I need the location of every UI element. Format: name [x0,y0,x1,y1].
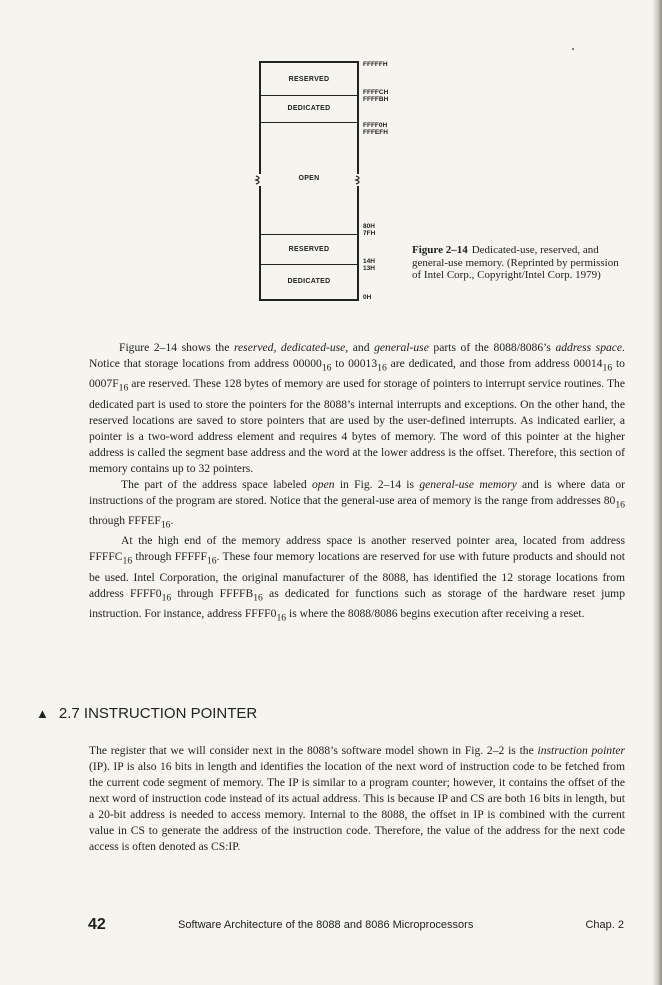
section-title: INSTRUCTION POINTER [83,705,258,722]
chapter-label: Chap. 2 [585,919,624,931]
figure-caption [412,244,622,282]
segment-reserved-low: RESERVED [261,234,357,265]
address-label: FFFFCH [363,89,389,96]
address-label: FFFF0H [363,122,388,129]
segment-dedicated-high: DEDICATED [261,95,357,123]
triangle-bullet-icon: ▲ [36,706,49,721]
address-label: FFFFBH [363,96,389,103]
break-mark-left [253,174,265,186]
address-label: 7FH [363,230,376,237]
running-title: Software Architecture of the 8088 and 8086 Microprocessors [178,919,474,931]
paragraph: At the high end of the memory address space is another reserved pointer area, located from address $FFFFC_{16}$ through $FFFFF_{16}$. These four memory locations are reserved for use with future products and should not be used. Intel Corporation, the original manufacturer of the 8088, has identified the 12 storage locations from address $FFFF0_{16}$ through $FFFFB_{16}$ as dedicated for functions such as storage of the hardware reset jump instruction. For instance, address $FFFF0_{16}$ is where the 8088/8086 begins execution after receiving a reset. [89,534,625,624]
segment-open: OPEN [298,174,320,182]
segment-dedicated-low: DEDICATED [287,277,331,285]
figure-caption-text: Dedicated-use, reserved, and general-use memory. (Reprinted by permission of Intel Corp., Copyright/Intel Corp. 1979) [412,244,619,281]
figure-number: Figure 2–14 [412,244,468,256]
body-text-upper [89,340,625,626]
memory-map [259,61,359,301]
paragraph: Figure 2–14 shows the reserved, dedicated-use, and general-use parts of the 8088/8086’s address space. Notice that storage locations from address $00000_{16}$ to $00013_{16}$ are dedicated, and those from address $00014_{16}$ to $0007F_{16}$ are reserved. These 128 bytes of memory are used for storage of pointers to interrupt service routines. The dedicated part is used to store the pointers for the 8088’s internal interrupts and exceptions. On the other hand, the reserved locations are saved to store pointers that are used by the user-defined interrupts. As indicated earlier, a pointer is a two-word address element and requires 4 bytes of memory. The word of this pointer at the higher address is called the segment base address and the word at the lower address is the offset. Therefore, this section of memory contains up to 32 pointers. [89,341,625,475]
break-mark-right [353,174,365,186]
paragraph: The register that we will consider next in the 8088’s software model shown in Fig. 2–2 is the instruction pointer (IP). IP is also 16 bits in length and identifies the location of the next word of instruction code to be fetched from the current code segment of memory. The IP is similar to a program counter; however, it contains the offset of the next word of instruction code instead of its actual address. This is because IP and CS are both 16 bits in length, but a 20-bit address is needed to access memory. Internal to the 8088, the offset in IP is combined with the current value in CS to generate the address of the instruction code. Therefore, the value of the address for the next code access is often denoted as CS:IP. [89,744,625,853]
address-label: FFFEFH [363,129,388,136]
page-number: 42 [88,916,106,933]
address-label: 14H [363,258,375,265]
address-label: FFFFFH [363,61,388,68]
segment-reserved-high: RESERVED [261,63,357,96]
body-text-lower [89,743,625,855]
address-label: 80H [363,223,375,230]
page-edge-shadow [652,0,662,985]
address-label: 13H [363,265,375,272]
address-label: 0H [363,294,372,301]
section-heading [36,705,257,722]
section-number: 2.7 [58,705,80,722]
speck [572,48,574,50]
page-footer [88,916,624,936]
paragraph: The part of the address space labeled open in Fig. 2–14 is general-use memory and is where data or instructions of the program are stored. Notice that the general-use area of memory is the range from addresses $80_{16}$ through $FFFEF_{16}$. [89,477,626,531]
